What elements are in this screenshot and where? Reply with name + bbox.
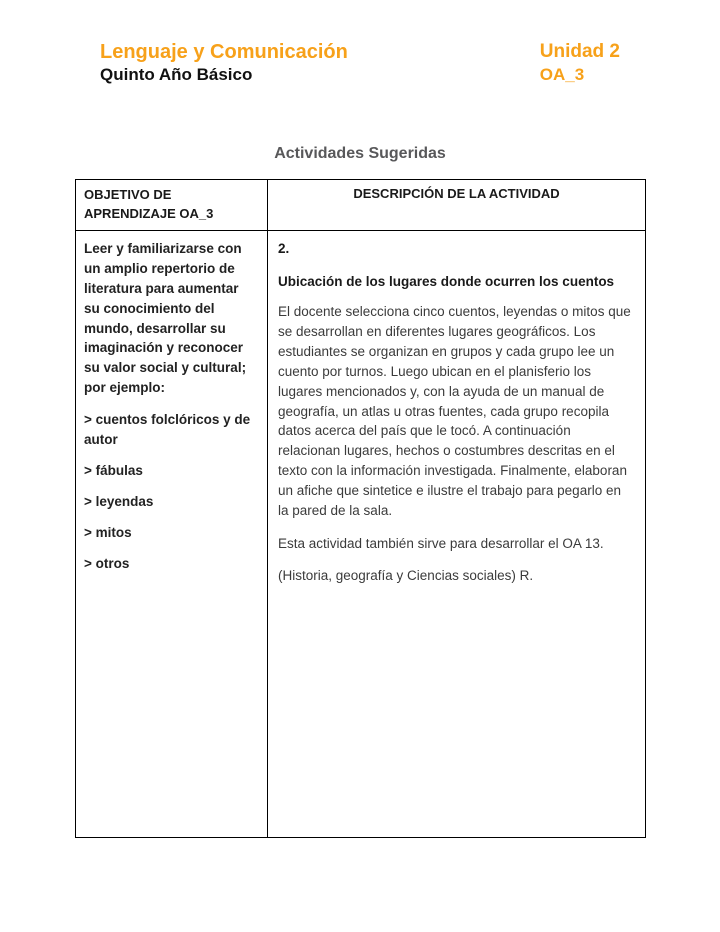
activities-table: [75, 179, 646, 838]
activity-paragraph: El docente selecciona cinco cuentos, leyendas o mitos que se desarrollan en diferentes lugares geográficos. Los estudiantes se organizan en grupos y cada grupo lee un cuento por turnos. Luego ubican en el planisferio los lugares mencionados y, con la ayuda de un manual de geografía, un atlas u otras fuentes, cada grupo recopila datos acerca del país que le tocó. A continuación relacionan lugares, hechos o costumbres descritas en el texto con la información investigada. Finalmente, elaboran un afiche que sintetice e ilustre el trabajo para pegarlo en la pared de la sala.: [278, 304, 631, 518]
activity-description-cell: [268, 230, 646, 837]
description-column-header: DESCRIPCIÓN DE LA ACTIVIDAD: [268, 179, 646, 230]
objective-item: > cuentos folclóricos y de autor: [84, 412, 251, 448]
header-right: [540, 40, 620, 87]
objective-item: > leyendas: [84, 494, 154, 510]
objective-item: > mitos: [84, 525, 132, 541]
header-left: [100, 40, 348, 87]
page-title: Actividades Sugeridas: [274, 144, 446, 162]
table-body-row: [76, 230, 646, 837]
oa-label: OA_3: [539, 64, 585, 84]
objective-intro: Leer y familiarizarse con un amplio repertorio de literatura para aumentar su conocimiento del mundo, desarrollar su imaginación y reconocer su valor social y cultural; por ejemplo:: [84, 240, 247, 396]
table-header-row: [76, 179, 646, 230]
activity-title: Ubicación de los lugares donde ocurren los cuentos: [278, 274, 615, 290]
activity-reference: (Historia, geografía y Ciencias sociales) R.: [278, 568, 534, 584]
objective-cell: [76, 230, 268, 837]
activity-number: 2.: [278, 240, 290, 256]
objective-item: > otros: [84, 556, 130, 572]
objective-item: > fábulas: [84, 463, 143, 479]
subject-title: Lenguaje y Comunicación: [100, 41, 348, 63]
activity-note: Esta actividad también sirve para desarrollar el OA 13.: [278, 535, 604, 551]
document-header: [100, 40, 620, 87]
grade-subtitle: Quinto Año Básico: [100, 65, 253, 84]
objective-column-header: OBJETIVO DE APRENDIZAJE OA_3: [76, 179, 268, 230]
unit-label: Unidad 2: [539, 41, 620, 62]
